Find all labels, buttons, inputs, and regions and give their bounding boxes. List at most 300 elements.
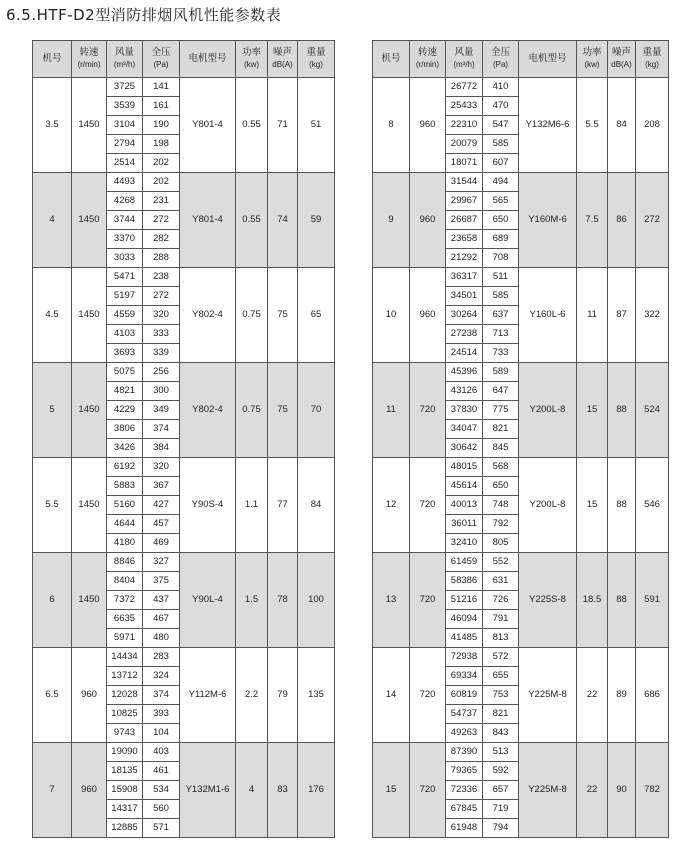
weight-cell: 272 (636, 173, 669, 268)
motor-cell: Y200L-8 (519, 458, 577, 553)
pressure-cell: 320 (143, 458, 180, 477)
pressure-cell: 288 (143, 249, 180, 268)
speed-cell: 1450 (72, 363, 107, 458)
pressure-cell: 393 (143, 705, 180, 724)
power-cell: 5.5 (577, 78, 608, 173)
pressure-cell: 821 (483, 705, 519, 724)
pressure-cell: 657 (483, 781, 519, 800)
pressure-cell: 813 (483, 629, 519, 648)
model-cell: 15 (373, 743, 410, 838)
column-header (410, 41, 446, 78)
pressure-cell: 198 (143, 135, 180, 154)
pressure-cell: 324 (143, 667, 180, 686)
pressure-cell: 534 (143, 781, 180, 800)
pressure-cell: 320 (143, 306, 180, 325)
airflow-cell: 14434 (107, 648, 143, 667)
speed-cell: 720 (410, 553, 446, 648)
model-cell: 8 (373, 78, 410, 173)
airflow-cell: 23658 (446, 230, 483, 249)
airflow-cell: 87390 (446, 743, 483, 762)
motor-cell: Y90S-4 (180, 458, 236, 553)
motor-cell: Y132M6-6 (519, 78, 577, 173)
noise-cell: 88 (608, 458, 636, 553)
model-cell: 12 (373, 458, 410, 553)
speed-cell: 720 (410, 743, 446, 838)
speed-cell: 960 (410, 268, 446, 363)
motor-cell: Y160L-6 (519, 268, 577, 363)
column-header (483, 41, 519, 78)
noise-cell: 87 (608, 268, 636, 363)
airflow-cell: 37830 (446, 401, 483, 420)
column-header-unit: (m³/h) (113, 60, 136, 69)
airflow-cell: 61948 (446, 819, 483, 838)
table-row (33, 458, 335, 477)
airflow-cell: 12885 (107, 819, 143, 838)
airflow-cell: 25433 (446, 97, 483, 116)
pressure-cell: 560 (143, 800, 180, 819)
model-cell: 9 (373, 173, 410, 268)
airflow-cell: 5160 (107, 496, 143, 515)
table-header-row (33, 41, 335, 78)
power-cell: 0.55 (236, 173, 268, 268)
pressure-cell: 565 (483, 192, 519, 211)
pressure-cell: 689 (483, 230, 519, 249)
pressure-cell: 748 (483, 496, 519, 515)
model-cell: 6 (33, 553, 72, 648)
weight-cell: 524 (636, 363, 669, 458)
power-cell: 0.75 (236, 363, 268, 458)
model-cell: 4.5 (33, 268, 72, 363)
pressure-cell: 708 (483, 249, 519, 268)
airflow-cell: 4493 (107, 173, 143, 192)
weight-cell: 782 (636, 743, 669, 838)
airflow-cell: 3539 (107, 97, 143, 116)
airflow-cell: 9743 (107, 724, 143, 743)
airflow-cell: 58386 (446, 572, 483, 591)
airflow-cell: 4268 (107, 192, 143, 211)
airflow-cell: 5075 (107, 363, 143, 382)
power-cell: 22 (577, 743, 608, 838)
airflow-cell: 8846 (107, 553, 143, 572)
weight-cell: 100 (298, 553, 335, 648)
airflow-cell: 5883 (107, 477, 143, 496)
power-cell: 1.1 (236, 458, 268, 553)
noise-cell: 88 (608, 553, 636, 648)
model-cell: 14 (373, 648, 410, 743)
column-header-label: 风量 (114, 47, 134, 58)
model-cell: 6.5 (33, 648, 72, 743)
airflow-cell: 32410 (446, 534, 483, 553)
weight-cell: 591 (636, 553, 669, 648)
pressure-cell: 161 (143, 97, 180, 116)
column-header-label: 重量 (642, 47, 662, 58)
column-header (608, 41, 636, 78)
table-row (373, 743, 669, 762)
airflow-cell: 15908 (107, 781, 143, 800)
motor-cell: Y200L-8 (519, 363, 577, 458)
pressure-cell: 805 (483, 534, 519, 553)
pressure-cell: 283 (143, 648, 180, 667)
column-header-unit: (r/min) (415, 60, 440, 69)
airflow-cell: 40013 (446, 496, 483, 515)
pressure-cell: 650 (483, 211, 519, 230)
airflow-cell: 43126 (446, 382, 483, 401)
weight-cell: 208 (636, 78, 669, 173)
speed-cell: 720 (410, 363, 446, 458)
model-cell: 7 (33, 743, 72, 838)
motor-cell: Y225M-8 (519, 648, 577, 743)
motor-cell: Y132M1-6 (180, 743, 236, 838)
column-header-label: 风量 (454, 47, 474, 58)
airflow-cell: 51216 (446, 591, 483, 610)
pressure-cell: 333 (143, 325, 180, 344)
table-row (33, 268, 335, 287)
column-header (446, 41, 483, 78)
speed-cell: 1450 (72, 458, 107, 553)
motor-cell: Y801-4 (180, 173, 236, 268)
pressure-cell: 238 (143, 268, 180, 287)
pressure-cell: 272 (143, 211, 180, 230)
pressure-cell: 231 (143, 192, 180, 211)
airflow-cell: 2794 (107, 135, 143, 154)
pressure-cell: 141 (143, 78, 180, 97)
pressure-cell: 552 (483, 553, 519, 572)
airflow-cell: 49263 (446, 724, 483, 743)
column-header (577, 41, 608, 78)
airflow-cell: 4821 (107, 382, 143, 401)
pressure-cell: 637 (483, 306, 519, 325)
column-header (236, 41, 268, 78)
speed-cell: 1450 (72, 553, 107, 648)
airflow-cell: 2514 (107, 154, 143, 173)
airflow-cell: 36011 (446, 515, 483, 534)
pressure-cell: 843 (483, 724, 519, 743)
pressure-cell: 511 (483, 268, 519, 287)
column-header (373, 41, 410, 78)
speed-cell: 720 (410, 648, 446, 743)
column-header-label: 电机型号 (528, 53, 567, 64)
power-cell: 15 (577, 458, 608, 553)
airflow-cell: 31544 (446, 173, 483, 192)
speed-cell: 720 (410, 458, 446, 553)
pressure-cell: 202 (143, 173, 180, 192)
airflow-cell: 4229 (107, 401, 143, 420)
airflow-cell: 72336 (446, 781, 483, 800)
airflow-cell: 30642 (446, 439, 483, 458)
airflow-cell: 26687 (446, 211, 483, 230)
pressure-cell: 572 (483, 648, 519, 667)
pressure-cell: 589 (483, 363, 519, 382)
column-header-label: 机号 (42, 53, 62, 64)
column-header (180, 41, 236, 78)
table-row (373, 363, 669, 382)
power-cell: 15 (577, 363, 608, 458)
column-header-unit: (kw) (243, 60, 260, 69)
pressure-cell: 494 (483, 173, 519, 192)
airflow-cell: 12028 (107, 686, 143, 705)
pressure-cell: 374 (143, 686, 180, 705)
power-cell: 0.55 (236, 78, 268, 173)
speed-cell: 960 (410, 78, 446, 173)
weight-cell: 546 (636, 458, 669, 553)
column-header (107, 41, 143, 78)
motor-cell: Y802-4 (180, 363, 236, 458)
pressure-cell: 410 (483, 78, 519, 97)
pressure-cell: 480 (143, 629, 180, 648)
airflow-cell: 3725 (107, 78, 143, 97)
airflow-cell: 8404 (107, 572, 143, 591)
right-performance-table (372, 40, 669, 838)
pressure-cell: 719 (483, 800, 519, 819)
airflow-cell: 3744 (107, 211, 143, 230)
airflow-cell: 22310 (446, 116, 483, 135)
speed-cell: 1450 (72, 173, 107, 268)
airflow-cell: 26772 (446, 78, 483, 97)
noise-cell: 84 (608, 78, 636, 173)
airflow-cell: 4103 (107, 325, 143, 344)
airflow-cell: 34501 (446, 287, 483, 306)
speed-cell: 1450 (72, 268, 107, 363)
airflow-cell: 6192 (107, 458, 143, 477)
pressure-cell: 647 (483, 382, 519, 401)
pressure-cell: 427 (143, 496, 180, 515)
pressure-cell: 300 (143, 382, 180, 401)
airflow-cell: 45614 (446, 477, 483, 496)
table-row (373, 268, 669, 287)
pressure-cell: 733 (483, 344, 519, 363)
pressure-cell: 775 (483, 401, 519, 420)
column-header (298, 41, 335, 78)
column-header-label: 机号 (381, 53, 401, 64)
table-row (373, 458, 669, 477)
column-header-label: 全压 (151, 47, 171, 58)
airflow-cell: 4180 (107, 534, 143, 553)
noise-cell: 74 (268, 173, 298, 268)
column-header (519, 41, 577, 78)
airflow-cell: 36317 (446, 268, 483, 287)
pressure-cell: 437 (143, 591, 180, 610)
speed-cell: 960 (410, 173, 446, 268)
table-row (373, 553, 669, 572)
weight-cell: 322 (636, 268, 669, 363)
airflow-cell: 14317 (107, 800, 143, 819)
pressure-cell: 794 (483, 819, 519, 838)
pressure-cell: 384 (143, 439, 180, 458)
column-header-label: 噪声 (611, 47, 631, 58)
table-header-row (373, 41, 669, 78)
column-header-label: 电机型号 (188, 53, 227, 64)
motor-cell: Y112M-6 (180, 648, 236, 743)
pressure-cell: 571 (143, 819, 180, 838)
airflow-cell: 72938 (446, 648, 483, 667)
airflow-cell: 18071 (446, 154, 483, 173)
pressure-cell: 349 (143, 401, 180, 420)
airflow-cell: 60819 (446, 686, 483, 705)
airflow-cell: 3104 (107, 116, 143, 135)
model-cell: 4 (33, 173, 72, 268)
weight-cell: 84 (298, 458, 335, 553)
power-cell: 0.75 (236, 268, 268, 363)
model-cell: 13 (373, 553, 410, 648)
pressure-cell: 272 (143, 287, 180, 306)
airflow-cell: 20079 (446, 135, 483, 154)
noise-cell: 78 (268, 553, 298, 648)
column-header-unit: dB(A) (272, 60, 293, 69)
airflow-cell: 4559 (107, 306, 143, 325)
column-header-unit: (kg) (309, 60, 323, 69)
airflow-cell: 67845 (446, 800, 483, 819)
table-row (33, 553, 335, 572)
weight-cell: 135 (298, 648, 335, 743)
pressure-cell: 547 (483, 116, 519, 135)
column-header (268, 41, 298, 78)
weight-cell: 65 (298, 268, 335, 363)
airflow-cell: 6635 (107, 610, 143, 629)
pressure-cell: 190 (143, 116, 180, 135)
noise-cell: 79 (268, 648, 298, 743)
weight-cell: 176 (298, 743, 335, 838)
speed-cell: 960 (72, 648, 107, 743)
airflow-cell: 61459 (446, 553, 483, 572)
airflow-cell: 54737 (446, 705, 483, 724)
motor-cell: Y225S-8 (519, 553, 577, 648)
model-cell: 5 (33, 363, 72, 458)
airflow-cell: 21292 (446, 249, 483, 268)
weight-cell: 51 (298, 78, 335, 173)
pressure-cell: 461 (143, 762, 180, 781)
airflow-cell: 45396 (446, 363, 483, 382)
airflow-cell: 34047 (446, 420, 483, 439)
column-header (143, 41, 180, 78)
pressure-cell: 327 (143, 553, 180, 572)
weight-cell: 686 (636, 648, 669, 743)
table-row (33, 173, 335, 192)
table-row (33, 363, 335, 382)
column-header (636, 41, 669, 78)
page-title: 6.5.HTF-D2型消防排烟风机性能参数表 (6, 6, 282, 24)
noise-cell: 83 (268, 743, 298, 838)
airflow-cell: 10825 (107, 705, 143, 724)
airflow-cell: 3033 (107, 249, 143, 268)
model-cell: 10 (373, 268, 410, 363)
column-header-label: 噪声 (272, 47, 292, 58)
model-cell: 3.5 (33, 78, 72, 173)
airflow-cell: 30264 (446, 306, 483, 325)
pressure-cell: 585 (483, 287, 519, 306)
weight-cell: 70 (298, 363, 335, 458)
airflow-cell: 5471 (107, 268, 143, 287)
pressure-cell: 375 (143, 572, 180, 591)
pressure-cell: 791 (483, 610, 519, 629)
pressure-cell: 568 (483, 458, 519, 477)
pressure-cell: 282 (143, 230, 180, 249)
power-cell: 18.5 (577, 553, 608, 648)
model-cell: 11 (373, 363, 410, 458)
pressure-cell: 467 (143, 610, 180, 629)
airflow-cell: 18135 (107, 762, 143, 781)
pressure-cell: 470 (483, 97, 519, 116)
pressure-cell: 202 (143, 154, 180, 173)
pressure-cell: 403 (143, 743, 180, 762)
column-header-unit: dB(A) (611, 60, 632, 69)
column-header (33, 41, 72, 78)
airflow-cell: 79365 (446, 762, 483, 781)
airflow-cell: 46094 (446, 610, 483, 629)
airflow-cell: 13712 (107, 667, 143, 686)
column-header (72, 41, 107, 78)
column-header-label: 全压 (490, 47, 510, 58)
column-header-label: 功率 (582, 47, 602, 58)
column-header-label: 重量 (306, 47, 326, 58)
pressure-cell: 374 (143, 420, 180, 439)
table-row (373, 173, 669, 192)
column-header-label: 转速 (79, 47, 99, 58)
pressure-cell: 104 (143, 724, 180, 743)
noise-cell: 86 (608, 173, 636, 268)
pressure-cell: 631 (483, 572, 519, 591)
noise-cell: 75 (268, 268, 298, 363)
model-cell: 5.5 (33, 458, 72, 553)
noise-cell: 71 (268, 78, 298, 173)
pressure-cell: 845 (483, 439, 519, 458)
pressure-cell: 457 (143, 515, 180, 534)
speed-cell: 1450 (72, 78, 107, 173)
table-row (33, 78, 335, 97)
power-cell: 7.5 (577, 173, 608, 268)
pressure-cell: 650 (483, 477, 519, 496)
noise-cell: 88 (608, 363, 636, 458)
power-cell: 22 (577, 648, 608, 743)
pressure-cell: 585 (483, 135, 519, 154)
noise-cell: 90 (608, 743, 636, 838)
column-header-unit: (kw) (584, 60, 600, 69)
power-cell: 1.5 (236, 553, 268, 648)
airflow-cell: 27238 (446, 325, 483, 344)
column-header-label: 转速 (417, 47, 437, 58)
airflow-cell: 19090 (107, 743, 143, 762)
column-header-unit: (Pa) (153, 60, 169, 69)
motor-cell: Y160M-6 (519, 173, 577, 268)
table-row (373, 648, 669, 667)
motor-cell: Y801-4 (180, 78, 236, 173)
pressure-cell: 713 (483, 325, 519, 344)
pressure-cell: 339 (143, 344, 180, 363)
table-row (373, 78, 669, 97)
pressure-cell: 655 (483, 667, 519, 686)
pressure-cell: 513 (483, 743, 519, 762)
motor-cell: Y802-4 (180, 268, 236, 363)
pressure-cell: 753 (483, 686, 519, 705)
motor-cell: Y225M-8 (519, 743, 577, 838)
column-header-label: 功率 (241, 47, 261, 58)
noise-cell: 89 (608, 648, 636, 743)
power-cell: 4 (236, 743, 268, 838)
pressure-cell: 607 (483, 154, 519, 173)
airflow-cell: 3806 (107, 420, 143, 439)
power-cell: 2.2 (236, 648, 268, 743)
table-row (33, 648, 335, 667)
airflow-cell: 41485 (446, 629, 483, 648)
airflow-cell: 24514 (446, 344, 483, 363)
pressure-cell: 256 (143, 363, 180, 382)
pressure-cell: 592 (483, 762, 519, 781)
left-performance-table (32, 40, 335, 838)
airflow-cell: 29967 (446, 192, 483, 211)
column-header-unit: (kg) (645, 60, 659, 69)
power-cell: 11 (577, 268, 608, 363)
column-header-unit: (r/min) (77, 60, 101, 69)
motor-cell: Y90L-4 (180, 553, 236, 648)
